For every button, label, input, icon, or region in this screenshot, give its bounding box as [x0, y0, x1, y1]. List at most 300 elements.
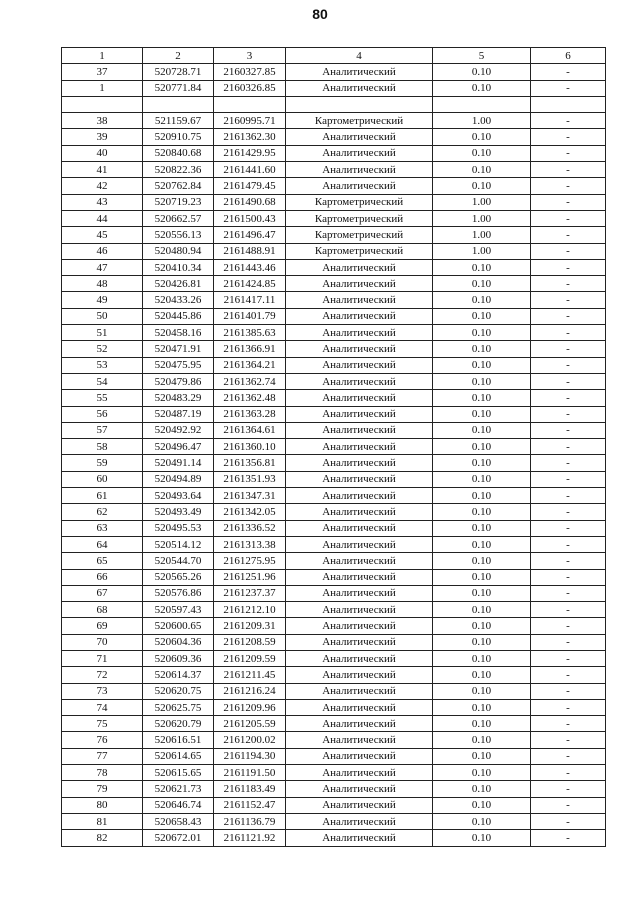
table-cell: 68: [62, 602, 143, 618]
table-cell: 0.10: [433, 162, 531, 178]
table-cell: 66: [62, 569, 143, 585]
table-cell: Аналитический: [286, 504, 433, 520]
table-cell: Картометрический: [286, 113, 433, 129]
table-cell: Аналитический: [286, 602, 433, 618]
table-cell: 520410.34: [143, 259, 214, 275]
table-cell: 2161313.38: [214, 536, 286, 552]
table-cell: -: [531, 699, 606, 715]
table-cell: 1.00: [433, 194, 531, 210]
table-cell: Аналитический: [286, 341, 433, 357]
table-cell: 2161183.49: [214, 781, 286, 797]
table-cell: 520493.64: [143, 488, 214, 504]
table-cell: 2161194.30: [214, 748, 286, 764]
table-row: [62, 64, 606, 80]
table-cell: 520600.65: [143, 618, 214, 634]
table-cell: 520614.65: [143, 748, 214, 764]
table-row: [62, 145, 606, 161]
table-cell: 2161205.59: [214, 716, 286, 732]
table-cell: Аналитический: [286, 732, 433, 748]
table-row: [62, 194, 606, 210]
table-cell: 520483.29: [143, 390, 214, 406]
table-cell: 54: [62, 373, 143, 389]
table-cell: -: [531, 748, 606, 764]
table-cell: -: [531, 194, 606, 210]
table-cell: -: [531, 781, 606, 797]
table-cell: 53: [62, 357, 143, 373]
table-cell: -: [531, 227, 606, 243]
table-cell: 59: [62, 455, 143, 471]
table-row: [62, 765, 606, 781]
table-cell: 0.10: [433, 781, 531, 797]
table-cell: 0.10: [433, 618, 531, 634]
coordinates-table: [61, 47, 606, 847]
table-cell: 64: [62, 536, 143, 552]
table-row: [62, 618, 606, 634]
table-cell: 520840.68: [143, 145, 214, 161]
table-cell: 70: [62, 634, 143, 650]
table-cell: Аналитический: [286, 765, 433, 781]
table-cell: Аналитический: [286, 357, 433, 373]
table-row: [62, 716, 606, 732]
table-row: [62, 634, 606, 650]
table-cell: 520672.01: [143, 830, 214, 846]
table-row: [62, 553, 606, 569]
table-cell: Аналитический: [286, 308, 433, 324]
table-cell: Аналитический: [286, 455, 433, 471]
table-cell: 2161208.59: [214, 634, 286, 650]
table-cell: 48: [62, 276, 143, 292]
table-cell: [433, 96, 531, 112]
table-cell: 2161500.43: [214, 210, 286, 226]
table-cell: 520615.65: [143, 765, 214, 781]
table-row: [62, 602, 606, 618]
table-cell: Аналитический: [286, 129, 433, 145]
table-cell: [62, 96, 143, 112]
table-row: [62, 732, 606, 748]
table-cell: Аналитический: [286, 488, 433, 504]
table-cell: 520762.84: [143, 178, 214, 194]
table-cell: -: [531, 830, 606, 846]
table-cell: 0.10: [433, 488, 531, 504]
table-cell: 2161362.74: [214, 373, 286, 389]
table-cell: Аналитический: [286, 373, 433, 389]
table-cell: 0.10: [433, 585, 531, 601]
table-cell: 52: [62, 341, 143, 357]
table-row: [62, 243, 606, 259]
table-cell: 1.00: [433, 210, 531, 226]
table-cell: 49: [62, 292, 143, 308]
table-cell: 520625.75: [143, 699, 214, 715]
table-row: [62, 406, 606, 422]
table-cell: 45: [62, 227, 143, 243]
table-cell: 58: [62, 439, 143, 455]
table-cell: 520658.43: [143, 813, 214, 829]
table-cell: 1.00: [433, 243, 531, 259]
table-cell: 0.10: [433, 536, 531, 552]
table-cell: 520496.47: [143, 439, 214, 455]
table-cell: Аналитический: [286, 585, 433, 601]
table-cell: 520479.86: [143, 373, 214, 389]
header-row: [62, 48, 606, 64]
table-cell: Аналитический: [286, 292, 433, 308]
table-cell: -: [531, 276, 606, 292]
table-cell: 0.10: [433, 520, 531, 536]
table-row: [62, 292, 606, 308]
table-cell: 520514.12: [143, 536, 214, 552]
table-row: [62, 813, 606, 829]
table-cell: 67: [62, 585, 143, 601]
table-cell: 47: [62, 259, 143, 275]
table-cell: 520728.71: [143, 64, 214, 80]
table-row: [62, 390, 606, 406]
table-cell: -: [531, 634, 606, 650]
table-cell: 0.10: [433, 504, 531, 520]
table-cell: Картометрический: [286, 194, 433, 210]
table-row: [62, 699, 606, 715]
table-cell: Аналитический: [286, 520, 433, 536]
table-cell: 1: [62, 80, 143, 96]
table-cell: 520822.36: [143, 162, 214, 178]
table-cell: -: [531, 683, 606, 699]
table-cell: 46: [62, 243, 143, 259]
table-cell: 520480.94: [143, 243, 214, 259]
table-cell: 520491.14: [143, 455, 214, 471]
table-cell: 521159.67: [143, 113, 214, 129]
table-row: [62, 650, 606, 666]
table-body: [62, 64, 606, 846]
table-cell: Картометрический: [286, 210, 433, 226]
table-row: [62, 830, 606, 846]
table-cell: -: [531, 585, 606, 601]
table-cell: 2161211.45: [214, 667, 286, 683]
table-row: [62, 748, 606, 764]
table-cell: Аналитический: [286, 325, 433, 341]
table-row: [62, 210, 606, 226]
table-cell: 37: [62, 64, 143, 80]
table-cell: 65: [62, 553, 143, 569]
table-row: [62, 308, 606, 324]
table-cell: 0.10: [433, 553, 531, 569]
table-cell: 0.10: [433, 634, 531, 650]
table-cell: 2161362.48: [214, 390, 286, 406]
table-cell: 520565.26: [143, 569, 214, 585]
table-cell: 0.10: [433, 455, 531, 471]
table-cell: 520458.16: [143, 325, 214, 341]
table-row: [62, 520, 606, 536]
table-cell: -: [531, 732, 606, 748]
table-cell: -: [531, 178, 606, 194]
table-cell: 75: [62, 716, 143, 732]
table-cell: 520556.13: [143, 227, 214, 243]
table-cell: 74: [62, 699, 143, 715]
table-cell: 2161401.79: [214, 308, 286, 324]
table-cell: Аналитический: [286, 683, 433, 699]
table-cell: Аналитический: [286, 667, 433, 683]
table-row: [62, 162, 606, 178]
table-cell: 520426.81: [143, 276, 214, 292]
table-cell: 0.10: [433, 341, 531, 357]
table-cell: 0.10: [433, 748, 531, 764]
table-cell: -: [531, 520, 606, 536]
table-cell: Аналитический: [286, 813, 433, 829]
table-cell: -: [531, 602, 606, 618]
table-cell: 62: [62, 504, 143, 520]
table-cell: Аналитический: [286, 439, 433, 455]
table-row: [62, 113, 606, 129]
table-cell: -: [531, 162, 606, 178]
table-cell: 2161362.30: [214, 129, 286, 145]
table-cell: Картометрический: [286, 227, 433, 243]
table-cell: 520492.92: [143, 422, 214, 438]
table-cell: 0.10: [433, 259, 531, 275]
table-cell: 2161364.61: [214, 422, 286, 438]
table-cell: -: [531, 325, 606, 341]
table-cell: -: [531, 813, 606, 829]
table-cell: 2161347.31: [214, 488, 286, 504]
table-cell: -: [531, 650, 606, 666]
table-cell: 520621.73: [143, 781, 214, 797]
table-cell: 2161490.68: [214, 194, 286, 210]
table-cell: 520771.84: [143, 80, 214, 96]
table-row: [62, 488, 606, 504]
table-cell: 0.10: [433, 406, 531, 422]
table-cell: 2161385.63: [214, 325, 286, 341]
table-row: [62, 341, 606, 357]
table-cell: 61: [62, 488, 143, 504]
table-cell: 81: [62, 813, 143, 829]
table-cell: 0.10: [433, 699, 531, 715]
table-cell: 0.10: [433, 292, 531, 308]
table-cell: 2161366.91: [214, 341, 286, 357]
table-cell: 0.10: [433, 178, 531, 194]
table-cell: 0.10: [433, 390, 531, 406]
table-cell: 2161216.24: [214, 683, 286, 699]
table-cell: 2161424.85: [214, 276, 286, 292]
table-cell: 71: [62, 650, 143, 666]
table-cell: 0.10: [433, 357, 531, 373]
table-cell: 2161237.37: [214, 585, 286, 601]
table-cell: -: [531, 553, 606, 569]
table-cell: 2161363.28: [214, 406, 286, 422]
table-cell: 2160326.85: [214, 80, 286, 96]
table-cell: Аналитический: [286, 276, 433, 292]
table-cell: -: [531, 357, 606, 373]
table-cell: 2161200.02: [214, 732, 286, 748]
table-cell: 0.10: [433, 683, 531, 699]
table-cell: 55: [62, 390, 143, 406]
table-row: [62, 96, 606, 112]
table-cell: 42: [62, 178, 143, 194]
table-cell: -: [531, 536, 606, 552]
table-cell: 0.10: [433, 325, 531, 341]
table-cell: 2161212.10: [214, 602, 286, 618]
table-cell: 77: [62, 748, 143, 764]
table-cell: 69: [62, 618, 143, 634]
table-cell: 2161443.46: [214, 259, 286, 275]
table-cell: -: [531, 618, 606, 634]
table-cell: 2161364.21: [214, 357, 286, 373]
table-cell: 0.10: [433, 80, 531, 96]
column-header: 3: [214, 48, 286, 64]
table-cell: Аналитический: [286, 797, 433, 813]
table-cell: 2161356.81: [214, 455, 286, 471]
table-row: [62, 276, 606, 292]
table-cell: -: [531, 569, 606, 585]
table-cell: Аналитический: [286, 748, 433, 764]
table-cell: 520604.36: [143, 634, 214, 650]
table-row: [62, 439, 606, 455]
table-cell: 2161136.79: [214, 813, 286, 829]
table-cell: Аналитический: [286, 64, 433, 80]
table-cell: 2161209.59: [214, 650, 286, 666]
table-cell: 520646.74: [143, 797, 214, 813]
table-cell: 0.10: [433, 145, 531, 161]
table-cell: 520544.70: [143, 553, 214, 569]
table-cell: -: [531, 373, 606, 389]
table-cell: 39: [62, 129, 143, 145]
table-cell: 38: [62, 113, 143, 129]
table-cell: 1.00: [433, 227, 531, 243]
table-cell: 44: [62, 210, 143, 226]
column-header: 5: [433, 48, 531, 64]
table-cell: 2161496.47: [214, 227, 286, 243]
table-cell: 72: [62, 667, 143, 683]
table-cell: -: [531, 390, 606, 406]
table-cell: 520662.57: [143, 210, 214, 226]
table-cell: Аналитический: [286, 145, 433, 161]
table-cell: 520487.19: [143, 406, 214, 422]
table-cell: 82: [62, 830, 143, 846]
table-cell: 2161121.92: [214, 830, 286, 846]
table-row: [62, 178, 606, 194]
table-cell: 79: [62, 781, 143, 797]
table-cell: 2161360.10: [214, 439, 286, 455]
column-header: 6: [531, 48, 606, 64]
table-cell: Аналитический: [286, 422, 433, 438]
table-cell: Аналитический: [286, 618, 433, 634]
table-cell: 0.10: [433, 308, 531, 324]
table-cell: -: [531, 504, 606, 520]
table-cell: 520620.75: [143, 683, 214, 699]
table-cell: Аналитический: [286, 553, 433, 569]
table-cell: 0.10: [433, 667, 531, 683]
table-cell: 520910.75: [143, 129, 214, 145]
table-cell: 41: [62, 162, 143, 178]
table-cell: 2161152.47: [214, 797, 286, 813]
table-cell: 43: [62, 194, 143, 210]
table-cell: 40: [62, 145, 143, 161]
table-cell: 60: [62, 471, 143, 487]
table-cell: 0.10: [433, 765, 531, 781]
table-cell: Аналитический: [286, 569, 433, 585]
table-row: [62, 683, 606, 699]
table-cell: 80: [62, 797, 143, 813]
table-cell: 2161417.11: [214, 292, 286, 308]
table-cell: Аналитический: [286, 406, 433, 422]
table-row: [62, 325, 606, 341]
table-cell: 0.10: [433, 129, 531, 145]
table-cell: 0.10: [433, 276, 531, 292]
table-row: [62, 797, 606, 813]
table-cell: 0.10: [433, 439, 531, 455]
table-cell: Аналитический: [286, 178, 433, 194]
table-cell: 2161479.45: [214, 178, 286, 194]
table-row: [62, 667, 606, 683]
table-cell: Аналитический: [286, 162, 433, 178]
table-cell: Аналитический: [286, 634, 433, 650]
table-row: [62, 585, 606, 601]
table-row: [62, 80, 606, 96]
table-cell: 520597.43: [143, 602, 214, 618]
table-cell: 0.10: [433, 716, 531, 732]
table-cell: [286, 96, 433, 112]
table-cell: Аналитический: [286, 830, 433, 846]
table-cell: 0.10: [433, 602, 531, 618]
table-cell: Аналитический: [286, 781, 433, 797]
table-cell: 2161441.60: [214, 162, 286, 178]
table-row: [62, 569, 606, 585]
table-cell: 520445.86: [143, 308, 214, 324]
table-cell: Аналитический: [286, 536, 433, 552]
table-cell: 2161488.91: [214, 243, 286, 259]
table-cell: 78: [62, 765, 143, 781]
table-cell: 1.00: [433, 113, 531, 129]
table-cell: 2161209.96: [214, 699, 286, 715]
table-row: [62, 471, 606, 487]
table-cell: 2161191.50: [214, 765, 286, 781]
table-cell: -: [531, 716, 606, 732]
table-row: [62, 129, 606, 145]
table-cell: [143, 96, 214, 112]
table-cell: Картометрический: [286, 243, 433, 259]
table-cell: -: [531, 488, 606, 504]
table-cell: 0.10: [433, 732, 531, 748]
table-cell: Аналитический: [286, 650, 433, 666]
table-cell: 0.10: [433, 569, 531, 585]
table-cell: 2161275.95: [214, 553, 286, 569]
table-row: [62, 455, 606, 471]
table-row: [62, 373, 606, 389]
table-cell: Аналитический: [286, 716, 433, 732]
table-cell: 2161351.93: [214, 471, 286, 487]
table-cell: 520495.53: [143, 520, 214, 536]
table-cell: 0.10: [433, 64, 531, 80]
table-cell: 56: [62, 406, 143, 422]
table-cell: Аналитический: [286, 390, 433, 406]
table-cell: -: [531, 145, 606, 161]
table-cell: 520493.49: [143, 504, 214, 520]
table-cell: 0.10: [433, 830, 531, 846]
table-cell: Аналитический: [286, 259, 433, 275]
table-cell: 57: [62, 422, 143, 438]
table-row: [62, 422, 606, 438]
page-number: 80: [312, 6, 328, 22]
table-cell: -: [531, 80, 606, 96]
table-cell: 520576.86: [143, 585, 214, 601]
table-cell: 2160995.71: [214, 113, 286, 129]
table-cell: -: [531, 259, 606, 275]
table-cell: 520475.95: [143, 357, 214, 373]
table-cell: -: [531, 64, 606, 80]
table-row: [62, 781, 606, 797]
table-cell: 51: [62, 325, 143, 341]
table-cell: 73: [62, 683, 143, 699]
table-cell: 2161342.05: [214, 504, 286, 520]
table-cell: 50: [62, 308, 143, 324]
table-cell: 2160327.85: [214, 64, 286, 80]
table-cell: 63: [62, 520, 143, 536]
table-cell: 520614.37: [143, 667, 214, 683]
